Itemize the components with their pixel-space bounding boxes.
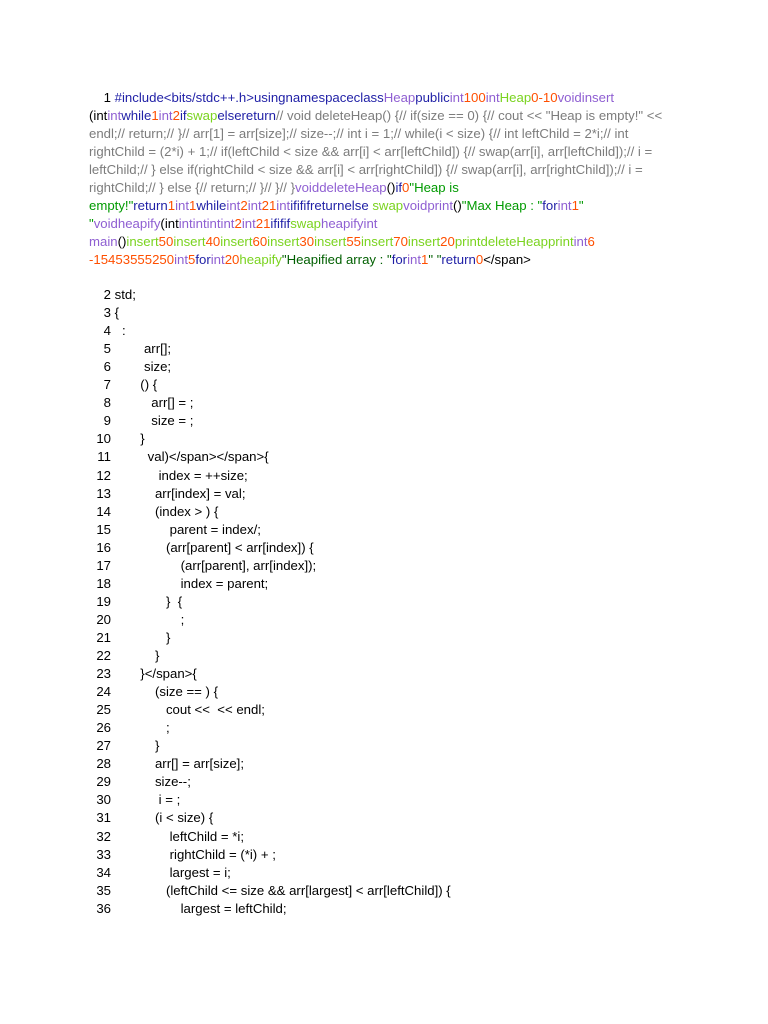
code-line	[89, 322, 126, 340]
code-token: main	[89, 234, 118, 249]
line-number: 35	[96, 882, 111, 898]
code-text: }	[111, 629, 171, 645]
line-number: 20	[96, 611, 111, 627]
code-token: insert	[220, 234, 253, 249]
code-text: index = parent;	[111, 575, 269, 591]
code-token: int	[407, 252, 422, 267]
code-token: void	[93, 216, 118, 231]
code-token: for	[391, 252, 408, 267]
code-text: (i < size) {	[111, 810, 214, 826]
code-token: " "	[428, 252, 442, 267]
code-token: " "	[89, 198, 584, 231]
code-line	[89, 286, 136, 304]
code-line	[89, 828, 244, 846]
code-token: insert	[267, 234, 300, 249]
code-token: return	[133, 198, 168, 213]
code-text: (size == ) {	[111, 684, 219, 700]
code-token: int	[175, 198, 189, 213]
code-token: insert	[314, 234, 347, 249]
code-text: arr[];	[111, 341, 172, 357]
line-number: 10	[96, 431, 111, 447]
code-token: int	[276, 198, 291, 213]
code-text: }	[111, 431, 145, 447]
code-line	[89, 611, 184, 629]
line-number: 34	[96, 864, 111, 880]
code-text: cout << << endl;	[111, 702, 265, 718]
code-token: elsereturn	[217, 108, 276, 123]
code-token: 70	[393, 234, 408, 249]
code-text: i = ;	[111, 792, 181, 808]
code-text: (arr[parent], arr[index]);	[111, 557, 317, 573]
code-token: // void deleteHeap() {// if(size == 0) {// cout << "Heap is empty!" << endl;// return;// }// arr[1] = arr[size];// size--;// int i = 1;// while(i < size) {// int leftChild = 2*i;// int rightChild = (2*i) + 1;// if(leftChild < size && arr[i] < arr[leftChild]) {// swap(arr[i], arr[leftChild]);// i = leftChild;// } else if(rightChild < size && arr[i] < arr[rightChild]) {// swap(arr[i], arr[rightChild]);// i = rightChild;// } else {// return;// }// }// }	[89, 108, 663, 195]
code-text: std;	[111, 287, 136, 302]
code-line	[89, 791, 180, 809]
code-line	[89, 719, 170, 737]
code-text: leftChild = *i;	[111, 828, 245, 844]
code-line	[89, 539, 314, 557]
code-token: int	[573, 234, 588, 249]
code-token: return	[310, 198, 345, 213]
code-token: int	[449, 90, 464, 105]
code-line	[89, 629, 170, 647]
code-line	[89, 701, 265, 719]
line-number: 19	[96, 593, 111, 609]
code-token: heapify	[321, 216, 364, 231]
code-line	[89, 773, 191, 791]
code-token: 6	[587, 234, 595, 249]
code-token: 20	[440, 234, 455, 249]
code-token: 21	[255, 216, 271, 231]
code-token: int	[485, 90, 500, 105]
code-line	[89, 882, 451, 900]
line-number: 3	[103, 305, 111, 321]
code-token: void	[557, 90, 582, 105]
code-token: "Heapified array : "	[281, 252, 392, 267]
code-token: printdeleteHeapprint	[454, 234, 574, 249]
code-token: int	[363, 216, 378, 231]
code-text: arr[] = arr[size];	[111, 756, 245, 772]
code-token: deleteHeap	[319, 180, 387, 195]
code-token: 0	[531, 90, 539, 105]
code-token: insert	[126, 234, 159, 249]
code-token: else	[344, 198, 369, 213]
line-number: 2	[103, 287, 111, 302]
code-token: (int	[160, 216, 179, 231]
code-text: largest = leftChild;	[111, 900, 287, 916]
code-token: 1	[167, 198, 176, 213]
code-line	[89, 467, 248, 485]
line-number: 23	[96, 666, 111, 682]
code-text: ;	[111, 611, 185, 627]
code-text: arr[] = ;	[111, 395, 194, 411]
code-line	[89, 503, 218, 521]
line-number: 28	[96, 756, 111, 772]
code-token: </span>	[483, 252, 531, 267]
code-token: 1	[151, 108, 159, 123]
line-number: 12	[96, 467, 111, 483]
code-tokens	[89, 90, 662, 267]
code-text: (index > ) {	[111, 503, 219, 519]
code-token: (int	[89, 108, 108, 123]
line-number: 29	[96, 774, 111, 790]
code-line	[89, 304, 119, 322]
code-token: 40	[205, 234, 221, 249]
code-token: Heap	[383, 90, 416, 105]
code-token: if	[395, 180, 403, 195]
line-number: 6	[103, 359, 111, 375]
line-number: 33	[96, 846, 111, 862]
line-number: 16	[96, 539, 111, 555]
code-token: 50	[158, 234, 174, 249]
code-line	[89, 864, 231, 882]
line-number: 36	[96, 900, 111, 916]
code-token: if	[179, 108, 187, 123]
code-line	[89, 900, 287, 918]
code-text: }</span>{	[111, 666, 197, 682]
code-token: intintintint	[178, 216, 235, 231]
code-token: 1	[571, 198, 579, 213]
line-number: 15	[96, 521, 111, 537]
line-number: 7	[103, 377, 111, 393]
code-line	[89, 358, 171, 376]
code-token: int	[158, 108, 173, 123]
code-text: arr[index] = val;	[111, 485, 246, 501]
code-token: int	[241, 216, 256, 231]
code-line	[89, 846, 276, 864]
code-text: size--;	[111, 774, 191, 790]
code-token: 2	[172, 108, 180, 123]
code-token: int	[107, 108, 122, 123]
code-token: int	[210, 252, 225, 267]
line-number: 32	[96, 828, 111, 844]
code-line	[89, 521, 261, 539]
code-line	[89, 485, 246, 503]
code-text: largest = i;	[111, 864, 231, 880]
code-token: ()	[117, 234, 127, 249]
code-token: public	[415, 90, 450, 105]
code-line-1	[89, 89, 677, 269]
code-token: int	[174, 252, 189, 267]
code-token: void	[403, 198, 428, 213]
code-token: int	[247, 198, 262, 213]
code-text: (leftChild <= size && arr[largest] < arr[leftChild]) {	[111, 882, 451, 898]
code-token: 2	[234, 216, 242, 231]
code-line	[89, 575, 268, 593]
code-line	[89, 593, 182, 611]
code-text: }	[111, 738, 160, 754]
code-token: insert	[581, 90, 615, 105]
code-line	[89, 430, 145, 448]
code-token: 100	[463, 90, 486, 105]
line-number: 17	[96, 557, 111, 573]
code-token: heapify	[239, 252, 282, 267]
line-number: 4	[103, 323, 111, 339]
code-line	[89, 376, 157, 394]
code-token: insert	[361, 234, 394, 249]
code-token: swap	[290, 216, 321, 231]
code-token: swap	[368, 198, 404, 213]
code-token: 0	[475, 252, 484, 267]
line-number: 1	[103, 90, 111, 105]
code-line	[89, 412, 193, 430]
code-text: size;	[111, 359, 172, 375]
code-line	[89, 665, 197, 683]
code-text: (arr[parent] < arr[index]) {	[111, 539, 314, 555]
code-token: insert	[173, 234, 206, 249]
code-token: insert	[407, 234, 441, 249]
code-line	[89, 557, 316, 575]
code-token: heapify	[117, 216, 161, 231]
code-token: -10	[538, 90, 558, 105]
code-token: 30	[299, 234, 315, 249]
code-token: 60	[252, 234, 268, 249]
line-number: 13	[96, 485, 111, 501]
line-number: 24	[96, 684, 111, 700]
code-token: int	[226, 198, 241, 213]
code-token: "Max Heap : "	[461, 198, 543, 213]
line-number: 25	[96, 702, 111, 718]
line-number: 5	[103, 341, 111, 357]
code-token: int	[557, 198, 572, 213]
code-line	[89, 755, 244, 773]
code-text: size = ;	[111, 413, 194, 429]
code-token: for	[195, 252, 211, 267]
code-token: while	[121, 108, 152, 123]
code-token: -15453555250	[89, 252, 175, 267]
code-line	[89, 809, 213, 827]
line-number: 22	[96, 648, 111, 663]
code-token: return	[441, 252, 476, 267]
code-token: swap	[186, 108, 218, 123]
line-number: 21	[96, 629, 111, 645]
code-line	[89, 394, 193, 412]
code-token: "Heap is empty!"	[89, 180, 459, 213]
code-line	[89, 340, 171, 358]
code-token: ififif	[270, 216, 291, 231]
code-token: usingnamespaceclass	[253, 90, 384, 105]
code-token: Heap	[499, 90, 532, 105]
code-text: parent = index/;	[111, 521, 261, 537]
code-token: ()	[452, 198, 462, 213]
code-token: 20	[224, 252, 240, 267]
code-text: ;	[111, 720, 170, 736]
code-token: for	[542, 198, 558, 213]
line-number: 27	[96, 738, 111, 754]
code-token: 21	[261, 198, 277, 213]
code-token: while	[196, 198, 227, 213]
code-token: 1	[421, 252, 429, 267]
code-token: 2	[240, 198, 248, 213]
line-number: 26	[96, 720, 111, 736]
code-token: print	[427, 198, 453, 213]
line-number: 31	[96, 810, 111, 826]
line-number: 9	[103, 413, 111, 429]
code-text: rightChild = (*i) + ;	[111, 846, 276, 862]
code-text: () {	[111, 377, 158, 393]
code-line	[89, 647, 159, 665]
code-line	[89, 683, 218, 701]
code-token: ()	[386, 180, 396, 195]
code-token: void	[294, 180, 320, 195]
code-token: 0	[402, 180, 410, 195]
code-token: ififif	[290, 198, 311, 213]
code-line	[89, 737, 159, 755]
code-text: }	[111, 648, 160, 663]
line-number: 8	[103, 395, 111, 411]
code-text: } {	[111, 593, 183, 609]
code-token: 5	[188, 252, 196, 267]
code-token: #include<bits/stdc++.h>	[111, 90, 254, 105]
code-text: {	[111, 305, 120, 321]
code-token: 1	[189, 198, 197, 213]
line-number: 30	[96, 792, 111, 808]
code-token: 55	[346, 234, 361, 249]
code-line	[89, 448, 269, 466]
code-text: val)</span></span>{	[111, 449, 269, 465]
line-number: 14	[96, 503, 111, 519]
code-text: index = ++size;	[111, 467, 248, 483]
line-number: 18	[96, 575, 111, 591]
line-number: 11	[97, 449, 111, 465]
code-text: :	[111, 323, 126, 339]
